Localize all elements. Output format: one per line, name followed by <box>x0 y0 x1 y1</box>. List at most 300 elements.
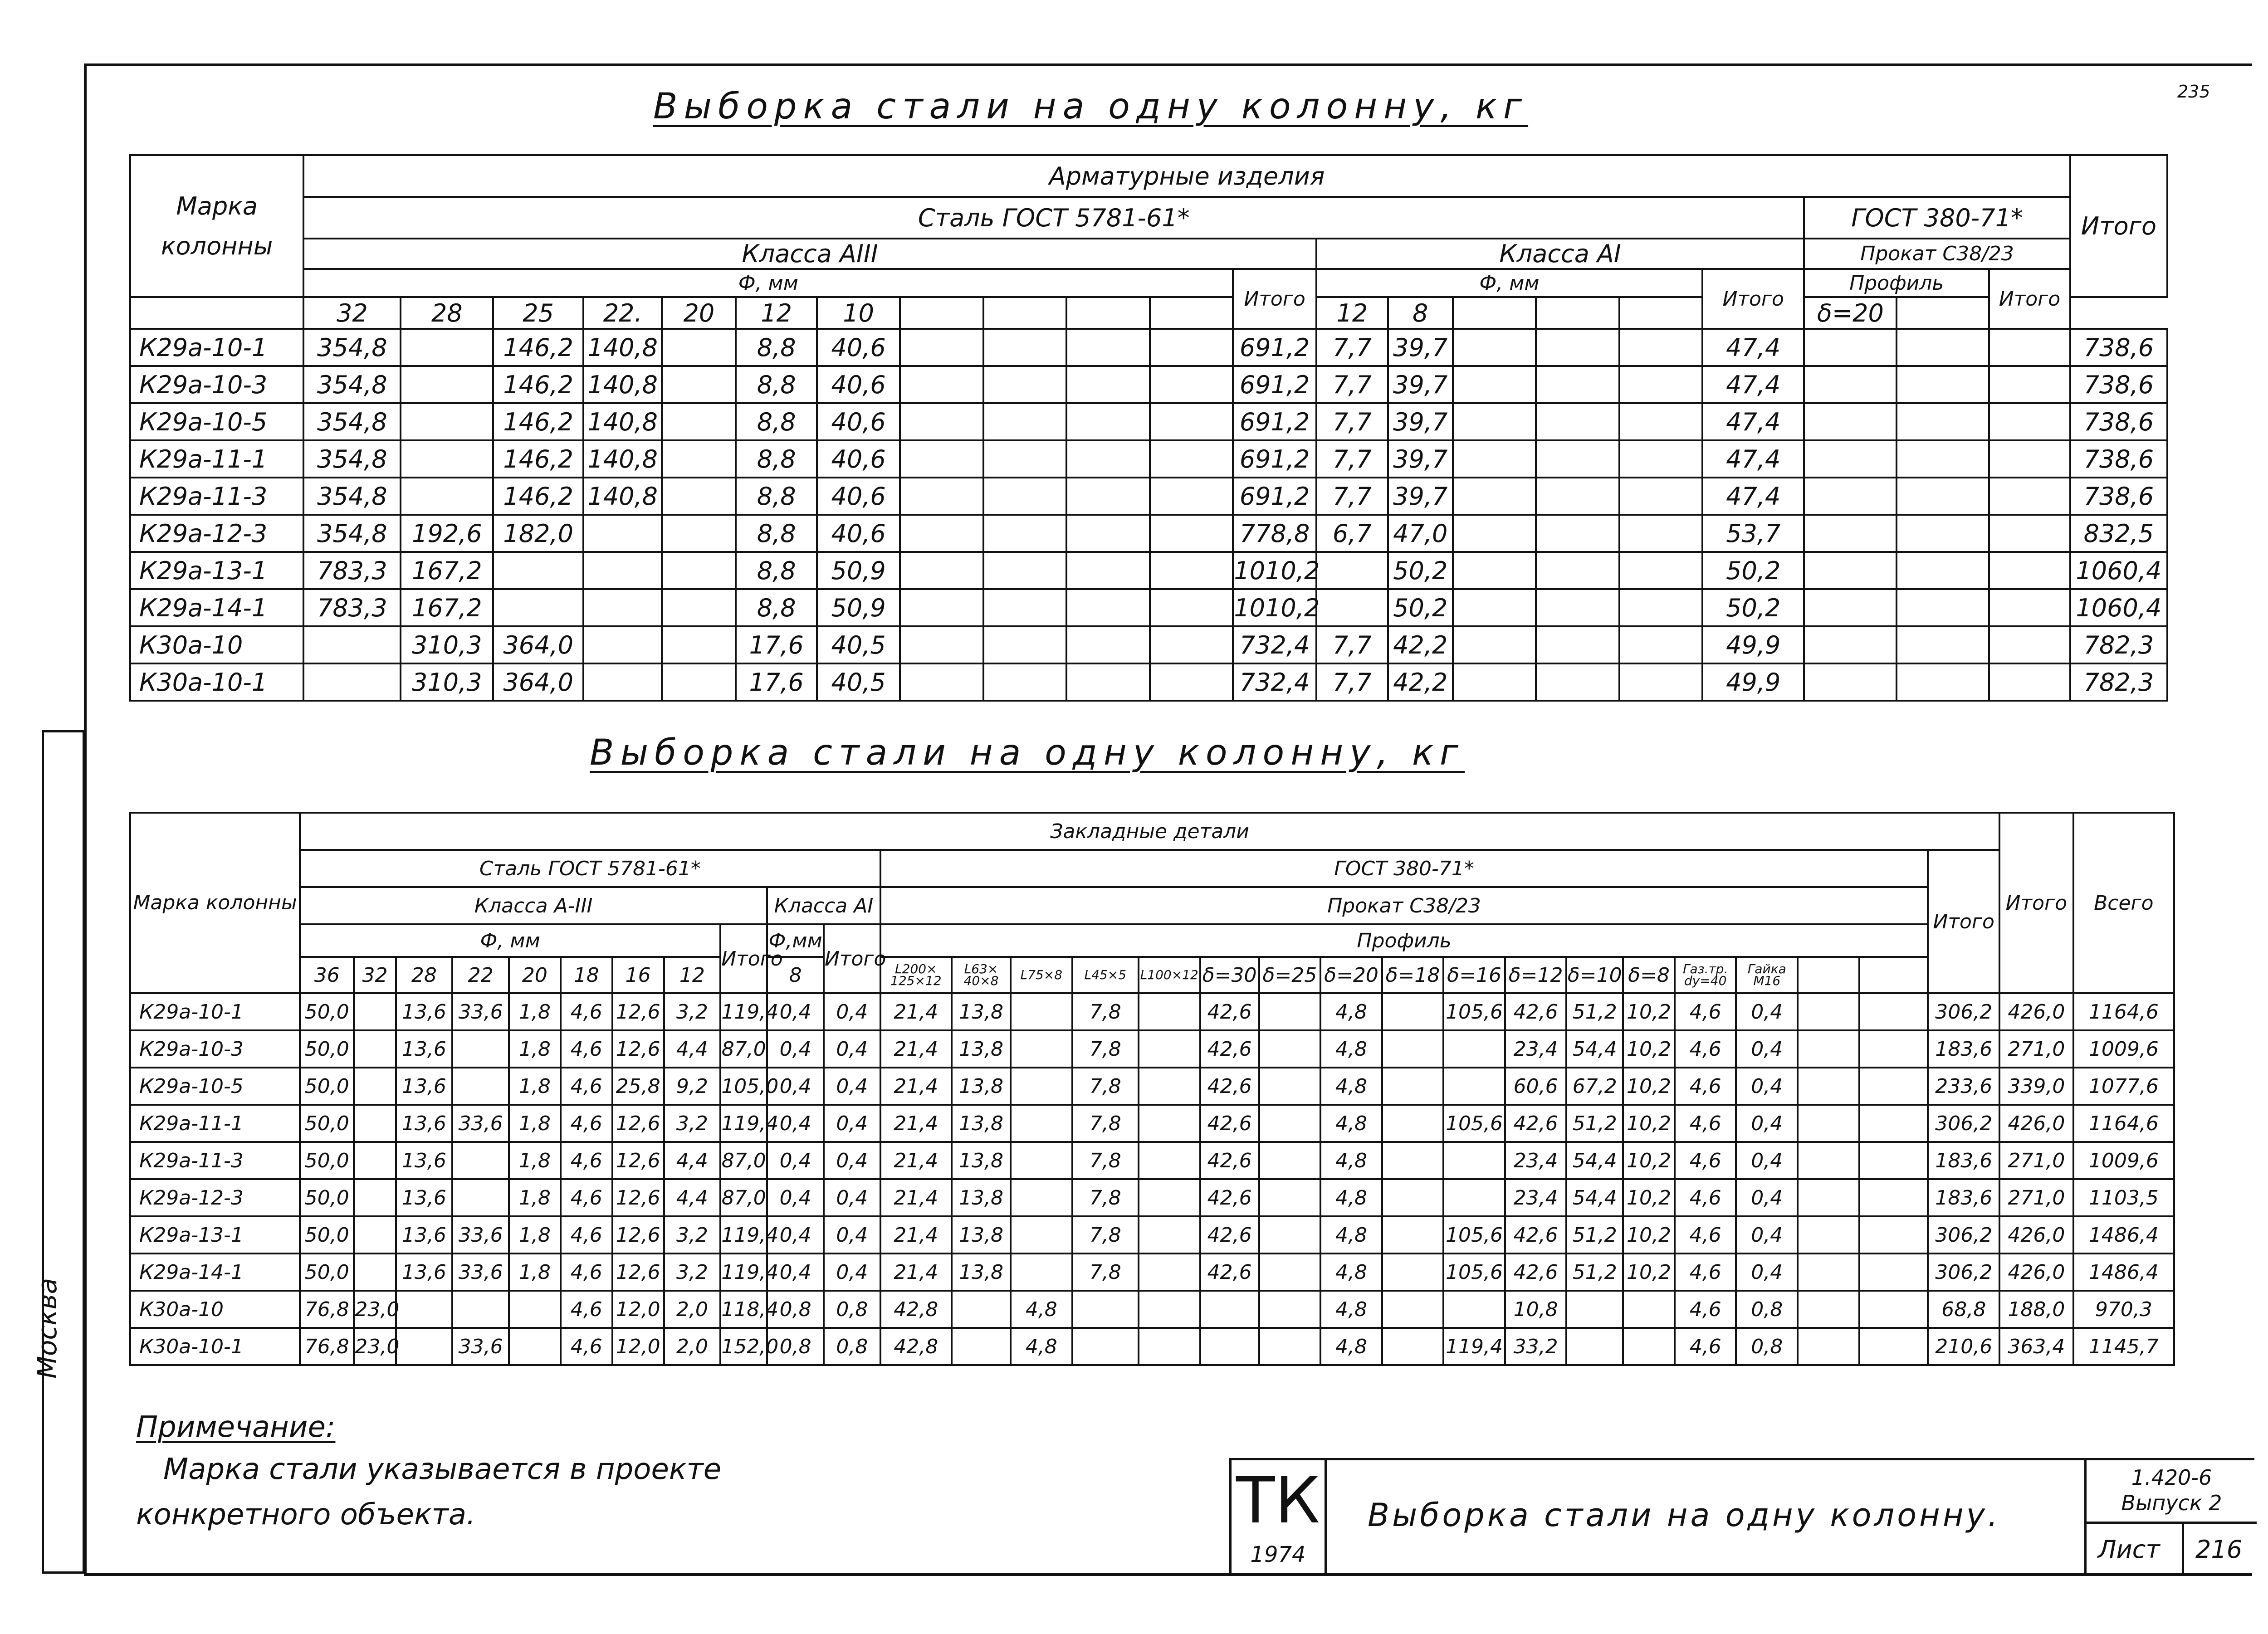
cell-profile: 4,8 <box>1320 993 1382 1030</box>
tk-mark: ТК <box>1236 1464 1320 1538</box>
cell-total4: 426,0 <box>1999 1254 2073 1291</box>
cell-c25 <box>493 589 583 626</box>
cell-profile <box>1382 1179 1444 1216</box>
cell-profile: 105,6 <box>1443 993 1505 1030</box>
t1-h-prokat: Прокат С38/23 <box>1804 239 2070 269</box>
cell-empty <box>1804 626 1897 663</box>
cell-t2: 47,4 <box>1702 440 1804 478</box>
cell-empty <box>1066 403 1150 440</box>
cell-total4: 188,0 <box>1999 1291 2073 1328</box>
cell-a12: 7,7 <box>1316 478 1388 515</box>
row-mark: К29а-10-1 <box>130 993 300 1030</box>
t2-p-blank <box>1859 957 1928 993</box>
cell-diam: 23,0 <box>354 1291 396 1328</box>
table-row <box>130 1254 2174 1291</box>
cell-c12: 8,8 <box>736 403 816 440</box>
cell-empty <box>1897 515 1989 552</box>
row-mark: К30а-10 <box>130 626 303 663</box>
cell-c20 <box>662 366 736 403</box>
cell-diam: 12,6 <box>612 1142 664 1179</box>
cell-c28: 192,6 <box>401 515 493 552</box>
cell-empty <box>900 552 983 589</box>
cell-empty <box>1989 663 2070 701</box>
cell-profile: 4,6 <box>1675 1328 1736 1365</box>
cell-profile <box>1259 1328 1321 1365</box>
cell-empty <box>983 515 1067 552</box>
cell-empty <box>1619 403 1703 440</box>
table-row <box>130 1068 2174 1105</box>
cell-profile: 0,4 <box>1736 1216 1798 1254</box>
cell-c20 <box>662 515 736 552</box>
cell-profile: 0,4 <box>1736 1030 1798 1068</box>
cell-diam <box>354 1030 396 1068</box>
cell-diam: 1,8 <box>509 1105 561 1142</box>
cell-empty <box>1066 515 1150 552</box>
cell-total2: 0,4 <box>824 1030 880 1068</box>
cell-profile: 0,4 <box>1736 1105 1798 1142</box>
cell-empty <box>1897 589 1989 626</box>
cell-all: 1164,6 <box>2073 1105 2174 1142</box>
cell-profile <box>1259 1216 1321 1254</box>
t2-h-profile: Профиль <box>880 924 1928 957</box>
t2-a1-8: 8 <box>767 957 824 993</box>
cell-profile <box>1011 1216 1072 1254</box>
table-row <box>130 1179 2174 1216</box>
t2-p-0: L200× 125×12 <box>880 957 952 993</box>
cell-c22: 140,8 <box>583 403 662 440</box>
row-mark: К29а-11-3 <box>130 478 303 515</box>
cell-empty <box>1859 1328 1928 1365</box>
cell-diam: 12,0 <box>612 1328 664 1365</box>
t1-d-28: 28 <box>401 297 493 329</box>
cell-c32: 354,8 <box>303 478 401 515</box>
t2-p-blank <box>1798 957 1859 993</box>
cell-diam: 50,0 <box>300 1030 354 1068</box>
cell-empty <box>1897 329 1989 366</box>
t1-h-profile: Профиль <box>1804 269 1989 297</box>
row-mark: К29а-14-1 <box>130 1254 300 1291</box>
cell-empty <box>1066 478 1150 515</box>
cell-a12: 7,7 <box>1316 329 1388 366</box>
cell-total4: 271,0 <box>1999 1142 2073 1179</box>
table-row <box>130 515 2167 552</box>
cell-diam: 1,8 <box>509 1216 561 1254</box>
table2-embedded-parts <box>129 812 2175 1366</box>
cell-diam: 12,6 <box>612 993 664 1030</box>
cell-profile: 0,4 <box>1736 993 1798 1030</box>
cell-empty <box>900 440 983 478</box>
cell-c32: 354,8 <box>303 515 401 552</box>
cell-profile: 42,6 <box>1200 993 1259 1030</box>
t1-body <box>130 329 2167 701</box>
cell-empty <box>1798 993 1859 1030</box>
cell-t2: 47,4 <box>1702 403 1804 440</box>
cell-c22 <box>583 663 662 701</box>
t1-diam-row <box>130 297 2167 329</box>
cell-diam: 13,6 <box>396 1030 453 1068</box>
cell-diam <box>452 1142 509 1179</box>
cell-profile: 0,4 <box>1736 1068 1798 1105</box>
cell-profile <box>952 1291 1011 1328</box>
cell-profile <box>1382 1254 1444 1291</box>
cell-empty <box>983 552 1067 589</box>
cell-empty <box>983 329 1067 366</box>
cell-empty <box>1150 663 1233 701</box>
cell-a12: 6,7 <box>1316 515 1388 552</box>
cell-diam: 4,6 <box>561 1291 612 1328</box>
cell-profile: 13,8 <box>952 1030 1011 1068</box>
cell-c28 <box>401 366 493 403</box>
cell-empty <box>1798 1142 1859 1179</box>
t2-h-total4: Итого <box>1999 813 2073 993</box>
row-mark: К29а-11-1 <box>130 1105 300 1142</box>
cell-profile: 13,8 <box>952 1068 1011 1105</box>
cell-a8: 39,7 <box>1388 403 1453 440</box>
cell-profile <box>1011 1105 1072 1142</box>
cell-empty <box>1619 366 1703 403</box>
row-mark: К29а-13-1 <box>130 552 303 589</box>
cell-total3: 68,8 <box>1928 1291 1999 1328</box>
cell-diam <box>354 1179 396 1216</box>
cell-diam <box>509 1328 561 1365</box>
cell-a12 <box>1316 589 1388 626</box>
t2-h-total1: Итого <box>720 924 767 993</box>
cell-total3: 306,2 <box>1928 1254 1999 1291</box>
cell-empty <box>1619 329 1703 366</box>
table-row <box>130 589 2167 626</box>
cell-t1: 732,4 <box>1233 663 1316 701</box>
cell-profile <box>1382 1142 1444 1179</box>
cell-profile <box>1139 1328 1200 1365</box>
cell-total1: 152,0 <box>720 1328 767 1365</box>
t1-h-mark: Марка колонны <box>130 155 303 297</box>
cell-profile <box>1011 1254 1072 1291</box>
cell-c10: 40,6 <box>817 403 900 440</box>
cell-empty <box>1536 329 1619 366</box>
cell-profile <box>1566 1328 1623 1365</box>
cell-c28: 310,3 <box>401 663 493 701</box>
cell-profile <box>1443 1179 1505 1216</box>
cell-profile: 0,4 <box>1736 1254 1798 1291</box>
cell-c22: 140,8 <box>583 478 662 515</box>
cell-empty <box>1150 589 1233 626</box>
cell-diam: 4,4 <box>664 1142 721 1179</box>
cell-profile <box>1623 1291 1675 1328</box>
t1-d-blank <box>1150 297 1233 329</box>
row-mark: К29а-12-3 <box>130 515 303 552</box>
cell-profile: 4,8 <box>1320 1030 1382 1068</box>
t1-d-blank <box>1897 297 1989 329</box>
cell-total2: 0,8 <box>824 1328 880 1365</box>
cell-empty <box>1804 663 1897 701</box>
t2-h-class1: Класса АI <box>767 887 880 924</box>
cell-empty <box>1536 589 1619 626</box>
cell-c12: 8,8 <box>736 515 816 552</box>
cell-empty <box>1150 440 1233 478</box>
cell-empty <box>1066 440 1150 478</box>
cell-empty <box>1066 366 1150 403</box>
t2-h-group: Закладные детали <box>300 813 1999 850</box>
cell-total2: 0,8 <box>824 1291 880 1328</box>
cell-profile: 7,8 <box>1072 1216 1139 1254</box>
cell-profile <box>1072 1328 1139 1365</box>
cell-profile: 21,4 <box>880 1068 952 1105</box>
t2-p-9: δ=16 <box>1443 957 1505 993</box>
cell-profile: 4,8 <box>1011 1291 1072 1328</box>
cell-empty <box>1798 1328 1859 1365</box>
cell-profile: 4,6 <box>1675 993 1736 1030</box>
cell-profile: 4,8 <box>1320 1142 1382 1179</box>
t2-h-diam: Ф, мм <box>300 924 720 957</box>
cell-profile: 13,8 <box>952 1105 1011 1142</box>
sheet-label: Лист <box>2098 1535 2160 1564</box>
row-mark: К29а-10-5 <box>130 1068 300 1105</box>
t2-h-mark: Марка колонны <box>130 813 300 993</box>
cell-profile <box>1139 1142 1200 1179</box>
cell-c12: 17,6 <box>736 663 816 701</box>
cell-profile: 4,6 <box>1675 1142 1736 1179</box>
cell-a8: 42,2 <box>1388 663 1453 701</box>
cell-empty <box>1989 626 2070 663</box>
cell-c12: 8,8 <box>736 329 816 366</box>
cell-total: 1060,4 <box>2070 589 2167 626</box>
t2-p-7: δ=20 <box>1320 957 1382 993</box>
cell-empty <box>1150 515 1233 552</box>
cell-profile <box>1011 1179 1072 1216</box>
cell-all: 1486,4 <box>2073 1254 2174 1291</box>
t1-d-blank <box>983 297 1067 329</box>
cell-t1: 691,2 <box>1233 403 1316 440</box>
cell-diam <box>396 1328 453 1365</box>
cell-diam: 3,2 <box>664 993 721 1030</box>
cell-diam <box>354 1254 396 1291</box>
cell-total4: 426,0 <box>1999 993 2073 1030</box>
cell-total1: 119,4 <box>720 1105 767 1142</box>
cell-empty <box>1619 589 1703 626</box>
t1-h-class3: Класса АIII <box>303 239 1316 269</box>
cell-empty <box>1859 993 1928 1030</box>
cell-profile: 23,4 <box>1505 1030 1567 1068</box>
cell-c22: 140,8 <box>583 329 662 366</box>
cell-total3: 210,6 <box>1928 1328 1999 1365</box>
cell-total: 1060,4 <box>2070 552 2167 589</box>
cell-profile: 54,4 <box>1566 1030 1623 1068</box>
table-row <box>130 403 2167 440</box>
cell-empty <box>1804 366 1897 403</box>
cell-c25: 146,2 <box>493 366 583 403</box>
cell-empty <box>983 663 1067 701</box>
cell-empty <box>1536 626 1619 663</box>
cell-empty <box>1804 440 1897 478</box>
cell-total4: 271,0 <box>1999 1030 2073 1068</box>
cell-profile <box>1011 1030 1072 1068</box>
cell-total1: 87,0 <box>720 1142 767 1179</box>
cell-profile: 10,2 <box>1623 1142 1675 1179</box>
cell-empty <box>983 589 1067 626</box>
cell-profile <box>1443 1291 1505 1328</box>
cell-profile <box>1139 1030 1200 1068</box>
cell-diam: 13,6 <box>396 1179 453 1216</box>
cell-profile <box>1382 1291 1444 1328</box>
cell-total4: 363,4 <box>1999 1328 2073 1365</box>
cell-profile: 4,6 <box>1675 1105 1736 1142</box>
cell-total2: 0,4 <box>824 1254 880 1291</box>
t2-p-11: δ=10 <box>1566 957 1623 993</box>
cell-profile: 7,8 <box>1072 1030 1139 1068</box>
cell-profile: 4,6 <box>1675 1291 1736 1328</box>
cell-empty <box>900 366 983 403</box>
cell-a1-8: 0,4 <box>767 1142 824 1179</box>
cell-profile: 4,6 <box>1675 1179 1736 1216</box>
cell-t2: 53,7 <box>1702 515 1804 552</box>
cell-diam: 33,6 <box>452 1216 509 1254</box>
cell-profile: 105,6 <box>1443 1254 1505 1291</box>
cell-a12: 7,7 <box>1316 440 1388 478</box>
cell-empty <box>1066 329 1150 366</box>
cell-profile: 13,8 <box>952 1216 1011 1254</box>
cell-diam: 50,0 <box>300 1216 354 1254</box>
cell-profile: 21,4 <box>880 1105 952 1142</box>
cell-a8: 42,2 <box>1388 626 1453 663</box>
cell-total: 832,5 <box>2070 515 2167 552</box>
cell-c10: 40,6 <box>817 366 900 403</box>
cell-profile: 21,4 <box>880 1179 952 1216</box>
cell-profile: 21,4 <box>880 1030 952 1068</box>
cell-empty <box>1453 366 1536 403</box>
title-block <box>1229 1458 2254 1576</box>
cell-empty <box>900 626 983 663</box>
cell-empty <box>1619 626 1703 663</box>
cell-all: 1145,7 <box>2073 1328 2174 1365</box>
stamp-series: 1.420-6 <box>2131 1465 2212 1490</box>
cell-t2: 50,2 <box>1702 552 1804 589</box>
cell-profile <box>952 1328 1011 1365</box>
cell-diam: 50,0 <box>300 1179 354 1216</box>
cell-c10: 40,6 <box>817 440 900 478</box>
cell-empty <box>1453 626 1536 663</box>
table-row <box>130 1328 2174 1365</box>
cell-a1-8: 0,8 <box>767 1291 824 1328</box>
cell-empty <box>1897 366 1989 403</box>
cell-profile <box>1200 1291 1259 1328</box>
cell-profile: 10,2 <box>1623 993 1675 1030</box>
cell-total3: 183,6 <box>1928 1030 1999 1068</box>
cell-total2: 0,4 <box>824 1105 880 1142</box>
cell-c10: 50,9 <box>817 552 900 589</box>
t1-h-diam2: Ф, мм <box>1316 269 1702 297</box>
cell-a8: 39,7 <box>1388 440 1453 478</box>
cell-c20 <box>662 329 736 366</box>
t2-sub-row <box>130 957 2174 993</box>
cell-profile: 4,8 <box>1320 1105 1382 1142</box>
cell-c20 <box>662 440 736 478</box>
table-row <box>130 478 2167 515</box>
cell-profile: 54,4 <box>1566 1179 1623 1216</box>
cell-c25: 146,2 <box>493 440 583 478</box>
cell-profile: 42,8 <box>880 1328 952 1365</box>
t1-h-class1: Класса АI <box>1316 239 1804 269</box>
t1-empty <box>130 297 303 329</box>
cell-empty <box>983 440 1067 478</box>
side-city-label: Москва <box>32 1278 63 1379</box>
cell-diam: 12,6 <box>612 1254 664 1291</box>
cell-a8: 39,7 <box>1388 366 1453 403</box>
cell-profile: 42,6 <box>1505 993 1567 1030</box>
cell-all: 1077,6 <box>2073 1068 2174 1105</box>
cell-empty <box>1804 478 1897 515</box>
cell-diam: 12,0 <box>612 1291 664 1328</box>
t2-h-total2: Итого <box>824 924 880 993</box>
cell-c28 <box>401 403 493 440</box>
row-mark: К29а-13-1 <box>130 1216 300 1254</box>
table-row <box>130 663 2167 701</box>
cell-profile: 21,4 <box>880 1142 952 1179</box>
cell-c20 <box>662 552 736 589</box>
cell-total2: 0,4 <box>824 1068 880 1105</box>
cell-a12 <box>1316 552 1388 589</box>
cell-diam <box>452 1030 509 1068</box>
stamp-issue: Выпуск 2 <box>2121 1491 2222 1515</box>
table-row <box>130 1105 2174 1142</box>
table-row <box>130 1216 2174 1254</box>
cell-all: 1486,4 <box>2073 1216 2174 1254</box>
cell-empty <box>1798 1068 1859 1105</box>
cell-c25: 146,2 <box>493 403 583 440</box>
cell-empty <box>1150 626 1233 663</box>
cell-diam: 4,6 <box>561 1105 612 1142</box>
cell-a8: 39,7 <box>1388 329 1453 366</box>
cell-diam: 50,0 <box>300 1254 354 1291</box>
cell-diam: 4,4 <box>664 1030 721 1068</box>
t1-h-steel: Сталь ГОСТ 5781-61* <box>303 197 1804 239</box>
t1-h-total3: Итого <box>1989 269 2070 329</box>
cell-profile: 21,4 <box>880 1254 952 1291</box>
t2-p-2: L75×8 <box>1011 957 1072 993</box>
cell-t1: 691,2 <box>1233 478 1316 515</box>
cell-empty <box>1989 403 2070 440</box>
cell-empty <box>1989 552 2070 589</box>
cell-total1: 105,0 <box>720 1068 767 1105</box>
stamp-title: Выборка стали на одну колонну. <box>1368 1497 2001 1534</box>
cell-empty <box>1066 663 1150 701</box>
t2-h-diam2: Ф,мм <box>767 924 824 957</box>
t1-d-22: 22. <box>583 297 662 329</box>
cell-profile: 4,6 <box>1675 1254 1736 1291</box>
cell-c25 <box>493 552 583 589</box>
cell-profile: 21,4 <box>880 1216 952 1254</box>
cell-t1: 778,8 <box>1233 515 1316 552</box>
t1-d-12: 12 <box>736 297 816 329</box>
cell-empty <box>900 589 983 626</box>
row-mark: К29а-10-1 <box>130 329 303 366</box>
cell-t1: 1010,2 <box>1233 589 1316 626</box>
cell-diam: 13,6 <box>396 1142 453 1179</box>
t2-h-total3: Итого <box>1928 850 1999 993</box>
cell-profile: 42,6 <box>1200 1030 1259 1068</box>
cell-profile: 0,4 <box>1736 1142 1798 1179</box>
cell-diam: 13,6 <box>396 1254 453 1291</box>
cell-total3: 306,2 <box>1928 1105 1999 1142</box>
cell-profile: 33,2 <box>1505 1328 1567 1365</box>
cell-empty <box>1897 663 1989 701</box>
cell-profile: 7,8 <box>1072 1179 1139 1216</box>
cell-c28 <box>401 440 493 478</box>
cell-c22 <box>583 589 662 626</box>
cell-empty <box>1453 440 1536 478</box>
cell-c32: 354,8 <box>303 440 401 478</box>
cell-profile <box>1382 1105 1444 1142</box>
cell-empty <box>1989 589 2070 626</box>
